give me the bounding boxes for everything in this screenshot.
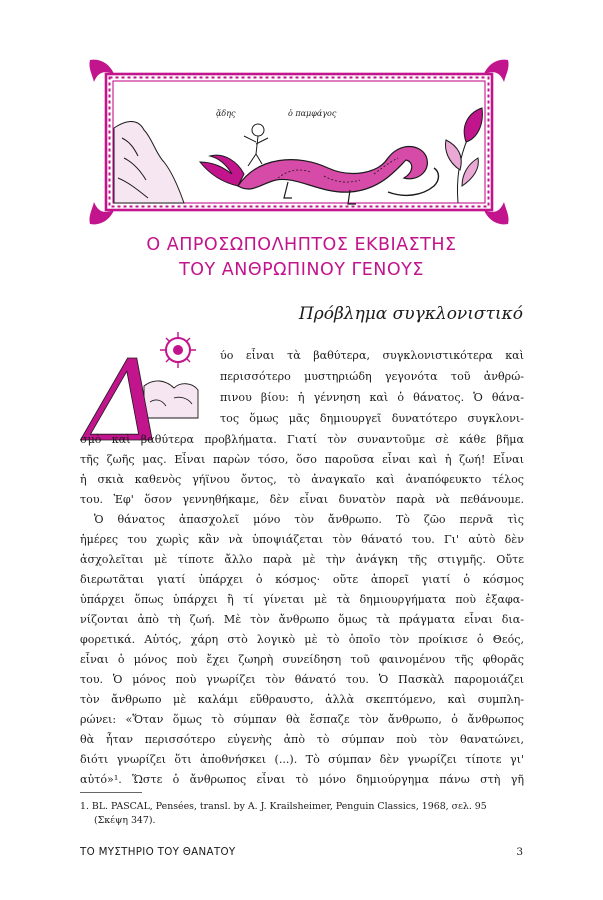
body-line: ύο εἶναι τὰ βαθύτερα, συγκλονιστικότερα καὶ — [220, 349, 524, 362]
chapter-title-line-1: Ο ΑΠΡΟΣΩΠΟΛΗΠΤΟΣ ΕΚΒΙΑΣΤΗΣ — [146, 235, 457, 255]
body-line: περισσότερο μυστηριώδη γεγονότα τοῦ ἀνθρώ- — [220, 370, 524, 383]
body-line: τὸν ἄνθρωπο μὲ καλάμι εὔθραυστο, ἀλλὰ σκεπτόμενο, καὶ συμπλη- — [80, 693, 524, 706]
body-line: διερωτᾶται γιατί ὑπάρχει ὁ κόσμος· οὔτε ἀπορεῖ γιατί ὁ κόσμος — [80, 573, 524, 586]
body-line: θὰ ἦταν περισσότερο εὐγενὴς ἀπὸ τὸ σύμπαν ποὺ τὸν θανατώνει, — [80, 733, 524, 746]
footnote-divider — [80, 792, 142, 793]
running-title: ΤΟ ΜΥΣΤΗΡΙΟ ΤΟΥ ΘΑΝΑΤΟΥ — [80, 846, 236, 858]
body-line: τος ὅμως μᾶς δημιουργεῖ δυνατότερο συγκλονι- — [220, 412, 524, 425]
dragon-icon — [200, 147, 439, 205]
sun-ornament-icon — [160, 332, 196, 368]
mountain-icon — [114, 122, 184, 204]
human-figure-icon — [244, 124, 268, 166]
body-line: Ὁ θάνατος ἀπασχολεῖ μόνο τὸν ἄνθρωπο. Τὸ ζῶο περνᾶ τὶς — [94, 513, 524, 526]
footnote-line-2: (Σκέψη 347). — [94, 815, 156, 826]
section-heading: Πρόβλημα συγκλονιστικό — [298, 304, 523, 324]
dropcap-letter: Δ — [84, 337, 165, 446]
body-line: τῆς ζωῆς μας. Εἶναι παρὼν τόσο, ὅσο παροῦσα εἶναι καὶ ἡ ζωή! Εἶναι — [80, 453, 524, 466]
body-line: ὑπάρχει ὅπως ὑπάρχει ἢ τί γίνεται μὲ τὰ δημιουργήματα ποὺ ἐξαφα- — [80, 593, 524, 606]
header-illustration — [88, 58, 510, 226]
body-line: ἡ σκιὰ καθενὸς γήϊνου ὄντος, τὸ ἀναγκαῖο καὶ ἀναπόφευκτο τέλος — [80, 473, 524, 486]
body-line: πινου βίου: ἡ γέννηση καὶ ὁ θάνατος. Ὁ θάνα- — [220, 391, 524, 404]
page-number: 3 — [516, 846, 523, 858]
body-line: του. Ἐφ' ὅσον γεννηθήκαμε, δὲν εἶναι δυνατὸν παρὰ νὰ πεθάνουμε. — [80, 493, 524, 506]
body-line: του. Ὁ μόνος ποὺ γνωρίζει τὸν θάνατό του. Ὁ Πασκὰλ παρομοιάζει — [80, 673, 524, 686]
illustration-label-right: ὁ παμφάγος — [288, 109, 337, 118]
body-line: σμὸ καὶ βαθύτερα προβλήματα. Γιατί τὸν συναντοῦμε σὲ κάθε βῆμα — [80, 433, 524, 446]
body-line: διότι γνωρίζει ὅτι ἀποθνήσκει (...). Τὸ σύμπαν δὲν γνωρίζει τίποτε γι' — [80, 753, 524, 766]
body-line: ἡμέρες του χωρὶς κἂν νὰ ὑποψιάζεται τὸν θάνατό του. Γι' αὐτὸ δὲν — [80, 533, 524, 546]
illustration-label-left: ᾅδης — [216, 109, 236, 118]
body-line: φορετικά. Αὐτός, χάρη στὸ λογικὸ μὲ τὸ ὁποῖο τὸν προίκισε ὁ Θεός, — [80, 633, 524, 646]
body-line: ρώνει: «Ὅταν ὅμως τὸ σύμπαν θὰ ἔσπαζε τὸν ἄνθρωπο, ὁ ἄνθρωπος — [80, 713, 524, 726]
plant-icon — [446, 108, 483, 203]
chapter-title-line-2: ΤΟΥ ΑΝΘΡΩΠΙΝΟΥ ΓΕΝΟΥΣ — [179, 260, 424, 280]
body-line: εἶναι ὁ μόνος ποὺ ἔχει ζωηρὴ συνείδηση τοῦ φαινομένου τῆς φθορᾶς — [80, 653, 524, 666]
footnote-line-1: 1. BL. PASCAL, Pensées, transl. by A. J. Krailsheimer, Penguin Classics, 1968, σελ. 95 — [80, 801, 487, 812]
illuminated-dropcap — [80, 328, 215, 446]
body-line: ἀσχολεῖται μὲ τίποτε ἄλλο παρὰ μὲ τὴν ἀνάγκη τῆς στιγμῆς. Οὔτε — [80, 553, 524, 566]
body-line: αὐτό»¹. Ὥστε ὁ ἄνθρωπος εἶναι τὸ μόνο δημιούργημα πάνω στὴ γῆ — [80, 773, 524, 786]
body-line: νίζονται ἀπὸ τὴ ζωή. Μὲ τὸν ἄνθρωπο ὅμως τὰ πράγματα εἶναι δια- — [80, 613, 524, 626]
